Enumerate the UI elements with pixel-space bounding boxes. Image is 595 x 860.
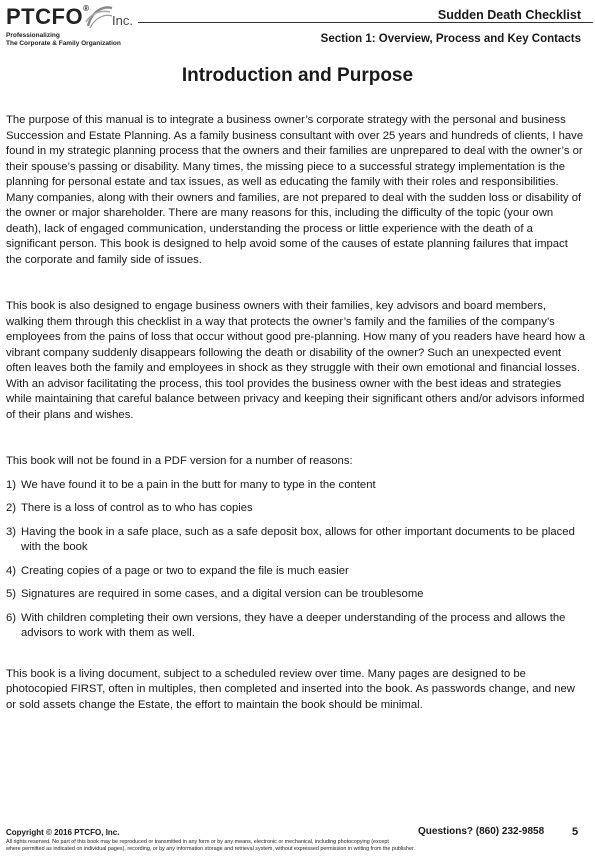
- page-number: 5: [572, 826, 579, 838]
- questions-phone: Questions? (860) 232-9858: [418, 826, 545, 837]
- ptcfo-logo: [6, 4, 146, 52]
- living-document-paragraph: This book is a living document, subject to a scheduled review over time. Many pages are designed to be photocopied FIRST, often in multiples, then completed and inserted into the book. As passwords change, and new or sold assets change the Estate, the effort to maintain the book should be minimal.: [6, 667, 575, 711]
- list-item: 5) Signatures are required in some cases, and a digital version can be troublesome: [6, 588, 424, 600]
- header-rule: [138, 22, 593, 23]
- body-content: [6, 113, 586, 713]
- logo-wordmark: PTCFO: [6, 4, 84, 29]
- list-item: 1) We have found it to be a pain in the butt for many to type in the content: [6, 478, 376, 491]
- copyright-notice: Copyright © 2016 PTCFO, Inc.: [6, 828, 120, 837]
- list-item: 4) Creating copies of a page or two to expand the file is much easier: [6, 564, 349, 577]
- reasons-intro: This book will not be found in a PDF version for a number of reasons:: [6, 455, 353, 467]
- rights-notice: All rights reserved. No part of this book may be reproduced or transmitted in any form or by any means, electronic or mechanical, including photocopying (except where permitted as indicated on individual pages), recording, or by any information storage and retrieval system, without expressed permission in writing from the publisher.: [6, 839, 415, 852]
- page-title: Introduction and Purpose: [181, 65, 414, 86]
- logo-registered-mark: ®: [83, 4, 90, 13]
- logo-inc: Inc.: [112, 13, 133, 28]
- section-title: Section 1: Overview, Process and Key Contacts: [320, 33, 581, 45]
- list-item: 2) There is a loss of control as to who has copies: [6, 502, 253, 514]
- engagement-paragraph: This book is also designed to engage business owners with their families, key advisors and board members, walking them through this checklist in a way that protects the owner’s family and the families of the company’s employees from the pains of loss that occur without good pre-planning. How many of you readers have heard how a vibrant company suddenly disappears following the death or disability of the owner? Such an unexpected event often leaves both the family and employees in shock as they struggle with their own emotional and financial losses. With an advisor facilitating the process, this tool provides the business owner with the best ideas and strategies while maintaining that careful balance between privacy and keeping their significant others and/or advisors informed of their plans and wishes.: [6, 300, 585, 421]
- swirl-logo-icon: [84, 4, 114, 30]
- list-item: 6) With children completing their own versions, they have a deeper understanding of the process and allows the advisors to work with them as well.: [6, 611, 566, 639]
- list-item: 3) Having the book in a safe place, such as a safe deposit box, allows for other important documents to be placed with the book: [6, 525, 575, 553]
- logo-tagline: Professionalizing The Corporate & Family Organization: [6, 32, 121, 47]
- intro-paragraph: The purpose of this manual is to integrate a business owner’s corporate strategy with the personal and business Succession and Estate Planning. As a family business consultant with over 25 years and hundreds of clients, I have found in my strategic planning process that the owners and their families are unprepared to deal with the owner’s or their spouse’s passing or disability. Many times, the missing piece to a successful strategy implementation is the planning for personal estate and tax issues, as well as educating the family with their roles and responsibilities. Many companies, along with their owners and families, are not prepared to deal with the sudden loss or disability of the owner or major shareholder. There are many reasons for this, including the difficulty of the topic (your own death), lack of engaged communication, understanding the process or little experience with the death of a significant person. This book is designed to help avoid some of the causes of estate planning failures that impact the corporate and family side of issues.: [6, 114, 584, 266]
- document-title: Sudden Death Checklist: [437, 8, 581, 22]
- page-header: [0, 0, 595, 60]
- reasons-list: [6, 478, 586, 642]
